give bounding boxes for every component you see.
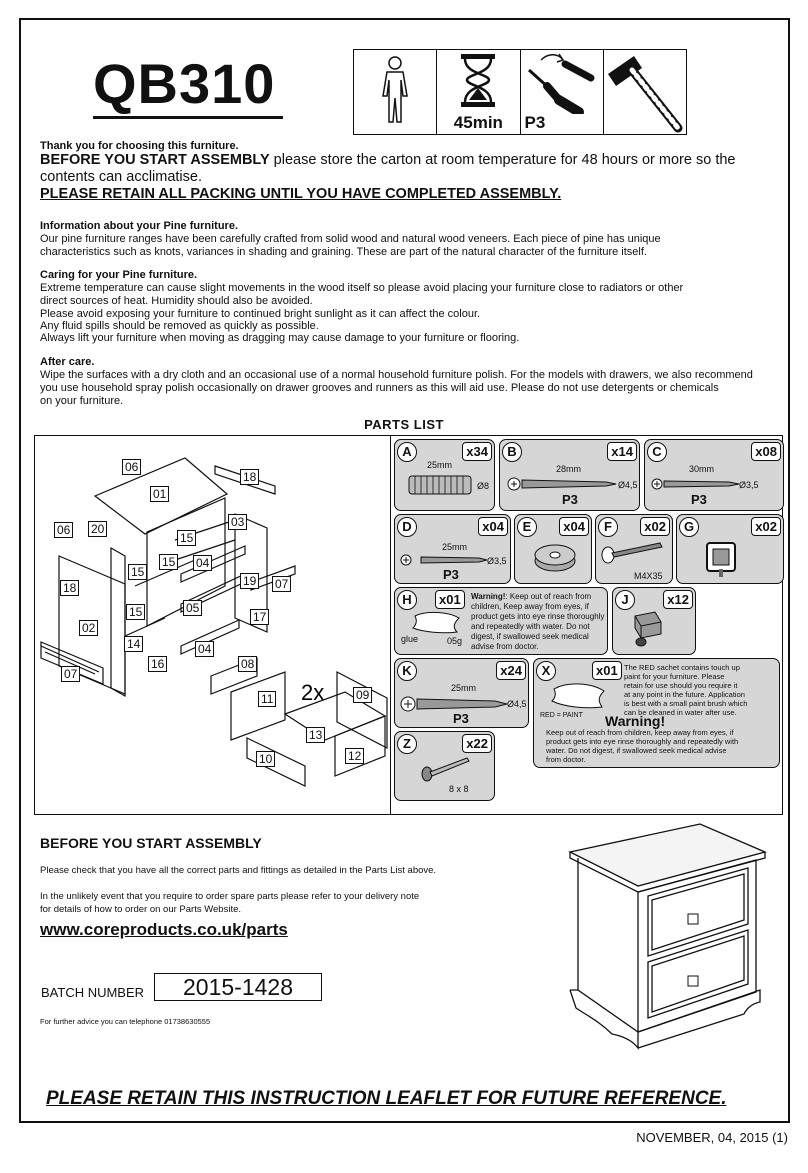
- paint-note-line5: is best with a small paint brush which: [624, 699, 748, 708]
- aftercare-line2: you use household spray polish occasionally on drawer grooves and runners as this will aid use. Please do not use detergents or chemicals: [40, 382, 719, 394]
- fitting-card-k: [394, 658, 529, 728]
- caring-line2: direct sources of heat. Humidity should also be avoided.: [40, 295, 313, 307]
- red-paint-label: RED = PAINT: [540, 712, 583, 719]
- screw-k-head: P3: [453, 711, 469, 726]
- knob-icon: [703, 539, 743, 579]
- screw-b-diameter: Ø4,5: [618, 480, 638, 490]
- paint-note-line6: can be cleaned in water after use.: [624, 708, 737, 717]
- corner-block-icon: [627, 608, 667, 650]
- title-underline: [93, 116, 283, 119]
- fitting-card-a: [394, 439, 495, 511]
- part-label-20: 20: [88, 521, 107, 537]
- drawer-knob-top: [688, 914, 698, 924]
- caring-line1: Extreme temperature can cause slight movements in the wood itself so please avoid placing your furniture close to radiators or other: [40, 282, 684, 294]
- glue-label: glue: [401, 634, 419, 644]
- fitting-card-j: [612, 587, 696, 655]
- screw-c-diameter: Ø3,5: [739, 480, 759, 490]
- screw-d-icon: [399, 553, 489, 567]
- aftercare-heading: After care.: [40, 356, 95, 368]
- glue-warning: [471, 592, 604, 652]
- part-label-01: 01: [150, 486, 169, 502]
- fitting-qty-f: x02: [640, 517, 670, 536]
- fitting-letter-k: K: [397, 661, 417, 681]
- nail-size: 8 x 8: [449, 784, 469, 794]
- spare-parts-line1: In the unlikely event that you require to order spare parts please refer to your delivery note: [40, 891, 420, 902]
- person-cell: [354, 50, 437, 134]
- part-label-15d: 15: [126, 604, 145, 620]
- part-label-08: 08: [238, 656, 257, 672]
- fitting-letter-b: B: [502, 442, 522, 462]
- screw-b-length: 28mm: [556, 464, 582, 474]
- paint-note-line3: retain for use should you require it: [624, 681, 738, 690]
- dowel-icon: [407, 472, 477, 498]
- tools-cell: [521, 50, 604, 134]
- bumper-pad-icon: [533, 541, 577, 575]
- thanks-text: Thank you for choosing this furniture.: [40, 140, 239, 152]
- fitting-card-g: [676, 514, 784, 584]
- part-label-16: 16: [148, 656, 167, 672]
- before-rest: please store the carton at room temperature for 48 hours or more so the: [269, 152, 736, 168]
- paint-warning-title: Warning!: [605, 713, 666, 729]
- before-assembly-line: [40, 152, 735, 169]
- fitting-card-z: [394, 731, 495, 801]
- before-bold: BEFORE YOU START ASSEMBLY: [40, 152, 270, 168]
- paint-warning: [546, 728, 738, 764]
- screw-d-head: P3: [443, 567, 459, 582]
- part-label-06b: 06: [54, 522, 73, 538]
- model-title: QB310: [93, 52, 276, 115]
- bolt-icon: [598, 539, 668, 565]
- bolt-size: M4X35: [634, 571, 663, 581]
- part-label-07a: 07: [272, 576, 291, 592]
- before-assembly-line2: contents can acclimatise.: [40, 169, 202, 185]
- parts-list-divider: [390, 435, 391, 815]
- part-label-09: 09: [353, 687, 372, 703]
- advice-telephone: For further advice you can telephone 01738630555: [40, 1017, 211, 1026]
- retain-packing: PLEASE RETAIN ALL PACKING UNTIL YOU HAVE COMPLETED ASSEMBLY.: [40, 186, 562, 202]
- fitting-card-f: [595, 514, 673, 584]
- glue-warning-line3: product gets into eye rinse thoroughly: [471, 612, 605, 621]
- info-heading: Information about your Pine furniture.: [40, 220, 238, 232]
- assembly-requirements-box: [353, 49, 687, 135]
- dowel-diameter: Ø8: [477, 481, 490, 491]
- part-label-14: 14: [124, 636, 143, 652]
- fitting-qty-x: x01: [592, 661, 622, 680]
- part-label-04b: 04: [195, 641, 214, 657]
- fitting-letter-g: G: [679, 517, 699, 537]
- part-label-15a: 15: [177, 530, 196, 546]
- screwdriver-icon: [521, 50, 603, 114]
- part-label-02: 02: [79, 620, 98, 636]
- fitting-letter-x: X: [536, 661, 556, 681]
- fitting-card-x: [533, 658, 780, 768]
- part-label-18b: 18: [60, 580, 79, 596]
- fitting-card-c: [644, 439, 784, 511]
- part-label-10: 10: [256, 751, 275, 767]
- aftercare-line1: Wipe the surfaces with a dry cloth and an occasional use of a normal household furniture polish. For the models with drawers, we also recommend: [40, 369, 753, 381]
- fitting-qty-g: x02: [751, 517, 781, 536]
- part-label-15b: 15: [159, 554, 178, 570]
- glue-warning-line5: digest, if swallowed seek medical: [471, 632, 589, 641]
- part-label-15c: 15: [128, 564, 147, 580]
- screw-k-length: 25mm: [451, 683, 477, 693]
- fitting-qty-e: x04: [559, 517, 589, 536]
- front-rail-14: [125, 618, 165, 636]
- revision-date: NOVEMBER, 04, 2015 (1): [636, 1130, 788, 1145]
- glue-warning-line1: [471, 592, 604, 602]
- glue-warning-line2: children, Keep away from eyes, if: [471, 602, 589, 611]
- screw-c-icon: [649, 476, 741, 492]
- paint-sachet-icon: [548, 681, 608, 709]
- part-label-13: 13: [306, 727, 325, 743]
- fitting-letter-h: H: [397, 590, 417, 610]
- paint-note: [624, 663, 747, 717]
- hourglass-icon: [437, 50, 519, 110]
- fitting-qty-c: x08: [751, 442, 781, 461]
- batch-number-value: 2015-1428: [154, 973, 322, 1001]
- screw-d-length: 25mm: [442, 542, 468, 552]
- drawer-multiplier: 2x: [301, 680, 325, 705]
- info-line1: Our pine furniture ranges have been carefully crafted from solid wood and natural wood veneers. Each piece of pine has unique: [40, 233, 661, 245]
- fitting-letter-j: J: [615, 590, 635, 610]
- fitting-qty-d: x04: [478, 517, 508, 536]
- paint-note-line1: The RED sachet contains touch up: [624, 663, 740, 672]
- glue-warning-text: : Keep out of reach from: [505, 592, 592, 601]
- dowel-length: 25mm: [427, 460, 453, 470]
- paint-warning-line1: Keep out of reach from children, keep away from eyes, if: [546, 728, 734, 737]
- part-label-03: 03: [228, 514, 247, 530]
- front-left-leg: [111, 548, 125, 696]
- glue-sachet-icon: [409, 610, 463, 634]
- fitting-letter-a: A: [397, 442, 417, 462]
- part-label-04a: 04: [193, 555, 212, 571]
- glue-weight: 05g: [447, 636, 463, 646]
- fitting-card-h: [394, 587, 608, 655]
- fitting-qty-b: x14: [607, 442, 637, 461]
- paint-warning-line3: water. Do not digest, if swallowed seek medical advise: [546, 746, 727, 755]
- paint-note-line4: at any point in the future. Application: [624, 690, 745, 699]
- caring-line5: Always lift your furniture when moving as dragging may cause damage to your furniture or flooring.: [40, 332, 520, 344]
- time-label: 45min: [453, 113, 503, 132]
- fitting-letter-z: Z: [397, 734, 417, 754]
- hammer-icon: [604, 50, 686, 134]
- fitting-letter-c: C: [647, 442, 667, 462]
- screw-k-diameter: Ø4,5: [507, 699, 527, 709]
- fitting-qty-a: x34: [462, 442, 492, 461]
- part-label-19: 19: [240, 573, 259, 589]
- part-label-06a: 06: [122, 459, 141, 475]
- check-parts-text: Please check that you have all the correct parts and fittings as detailed in the Parts List above.: [40, 865, 437, 876]
- fitting-qty-k: x24: [496, 661, 526, 680]
- assembly-heading: BEFORE YOU START ASSEMBLY: [40, 835, 262, 851]
- paint-note-line2: paint for your furniture. Please: [624, 672, 725, 681]
- fitting-letter-f: F: [598, 517, 618, 537]
- retain-leaflet-footer: PLEASE RETAIN THIS INSTRUCTION LEAFLET FOR FUTURE REFERENCE.: [46, 1088, 727, 1109]
- fitting-card-e: [514, 514, 592, 584]
- aftercare-line3: on your furniture.: [40, 395, 124, 407]
- person-icon: [354, 50, 436, 134]
- screw-c-length: 30mm: [689, 464, 715, 474]
- screw-b-head: P3: [562, 492, 578, 507]
- drawer-back-09: [337, 672, 387, 748]
- caring-line4: Any fluid spills should be removed as quickly as possible.: [40, 320, 319, 332]
- caring-line3: Please avoid exposing your furniture to continued bright sunlight as it can affect the colour.: [40, 308, 481, 320]
- time-cell: [437, 50, 520, 134]
- fitting-qty-z: x22: [462, 734, 492, 753]
- part-label-11: 11: [258, 691, 276, 707]
- part-label-12: 12: [345, 748, 364, 764]
- screw-b-icon: [506, 476, 618, 492]
- fitting-card-d: [394, 514, 511, 584]
- fitting-qty-j: x12: [663, 590, 693, 609]
- glue-warning-bold: Warning!: [471, 592, 506, 601]
- glue-warning-line6: advise from doctor.: [471, 642, 539, 651]
- people-label: P3: [524, 113, 546, 132]
- part-label-07b: 07: [61, 666, 80, 682]
- screw-c-head: P3: [691, 492, 707, 507]
- nail-icon: [417, 752, 473, 782]
- caring-heading: Caring for your Pine furniture.: [40, 269, 198, 281]
- fitting-card-b: [499, 439, 640, 511]
- glue-warning-line4: and repeatedly with water. Do not: [471, 622, 590, 631]
- spare-parts-line2: for details of how to order on our Parts Website.: [40, 904, 242, 915]
- fitting-qty-h: x01: [435, 590, 465, 609]
- screw-d-diameter: Ø3,5: [487, 556, 507, 566]
- parts-website-link[interactable]: www.coreproducts.co.uk/parts: [40, 920, 288, 939]
- bedside-table-illustration: [560, 822, 770, 1052]
- part-label-17: 17: [250, 609, 269, 625]
- paint-warning-line4: from doctor.: [546, 755, 586, 764]
- fitting-letter-e: E: [517, 517, 537, 537]
- hammer-cell: [604, 50, 686, 134]
- paint-warning-line2: product gets into eye rinse thoroughly and repeatedly with: [546, 737, 739, 746]
- parts-list-title: PARTS LIST: [364, 417, 444, 432]
- part-label-05: 05: [183, 600, 202, 616]
- part-label-18a: 18: [240, 469, 259, 485]
- batch-number-label: BATCH NUMBER: [41, 985, 145, 1000]
- drawer-knob-bottom: [688, 976, 698, 986]
- fitting-letter-d: D: [397, 517, 417, 537]
- info-line2: characteristics such as knots, variances in shading and graining. These are part of the natural character of the furniture itself.: [40, 246, 647, 258]
